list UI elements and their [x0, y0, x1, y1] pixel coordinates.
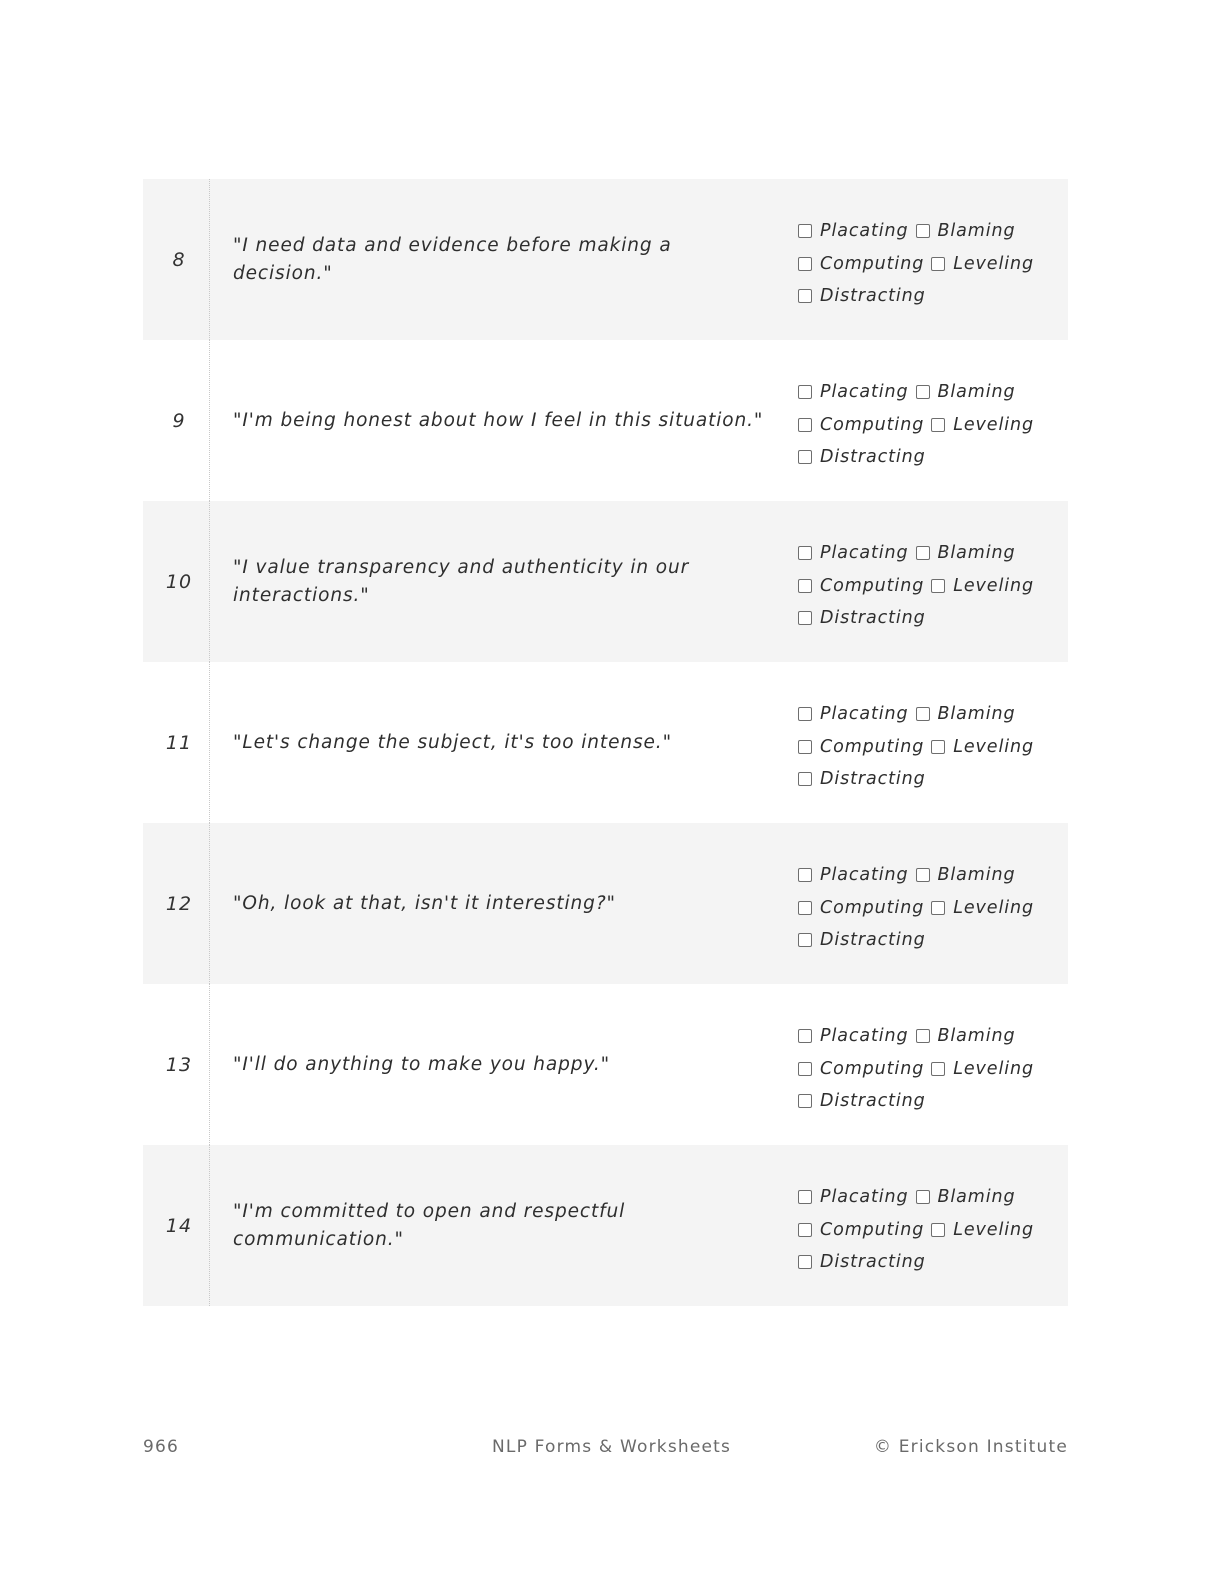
option-label: Placating — [820, 704, 909, 725]
checkbox-icon[interactable] — [931, 1062, 945, 1076]
checkbox-icon[interactable] — [798, 224, 812, 238]
option-label: Leveling — [953, 897, 1034, 918]
option-label: Blaming — [937, 1026, 1016, 1047]
option-label: Placating — [820, 382, 909, 403]
option-label: Blaming — [937, 543, 1016, 564]
table-row — [143, 662, 1068, 823]
option-label: Leveling — [953, 253, 1034, 274]
row-number: 14 — [165, 1214, 193, 1237]
statement-line: "I need data and evidence before making a — [233, 234, 672, 256]
table-row — [143, 823, 1068, 984]
column-divider — [209, 984, 210, 1145]
checkbox-icon[interactable] — [798, 385, 812, 399]
style-options — [798, 376, 1041, 474]
option-label: Distracting — [820, 286, 926, 307]
option-blaming[interactable] — [916, 543, 1016, 563]
option-distracting[interactable] — [798, 286, 926, 306]
option-label: Leveling — [953, 1219, 1034, 1240]
checkbox-icon[interactable] — [931, 257, 945, 271]
checkbox-icon[interactable] — [798, 257, 812, 271]
statement-line: "I'll do anything to make you happy." — [233, 1053, 611, 1075]
option-distracting[interactable] — [798, 1091, 926, 1111]
checkbox-icon[interactable] — [798, 1255, 812, 1269]
checkbox-icon[interactable] — [798, 579, 812, 593]
row-number: 9 — [172, 409, 186, 432]
statement — [233, 890, 773, 918]
option-label: Computing — [820, 1058, 925, 1079]
row-number: 13 — [165, 1053, 193, 1076]
worksheet-table — [143, 179, 1068, 1306]
checkbox-icon[interactable] — [798, 901, 812, 915]
option-label: Blaming — [937, 865, 1016, 886]
option-placating[interactable] — [798, 382, 909, 402]
option-leveling[interactable] — [931, 1059, 1034, 1079]
option-label: Leveling — [953, 1058, 1034, 1079]
option-computing[interactable] — [798, 1059, 924, 1079]
checkbox-icon[interactable] — [798, 611, 812, 625]
column-divider — [209, 1145, 210, 1306]
option-computing[interactable] — [798, 737, 924, 757]
option-leveling[interactable] — [931, 254, 1034, 274]
option-leveling[interactable] — [931, 737, 1034, 757]
checkbox-icon[interactable] — [798, 1094, 812, 1108]
footer-title: NLP Forms & Worksheets — [492, 1437, 732, 1457]
statement — [233, 1051, 773, 1079]
table-row — [143, 984, 1068, 1145]
option-label: Distracting — [820, 447, 926, 468]
option-blaming[interactable] — [916, 221, 1016, 241]
checkbox-icon[interactable] — [798, 450, 812, 464]
option-blaming[interactable] — [916, 704, 1016, 724]
table-row — [143, 1145, 1068, 1306]
option-label: Placating — [820, 865, 909, 886]
checkbox-icon[interactable] — [916, 224, 930, 238]
style-options — [798, 1181, 1041, 1279]
option-leveling[interactable] — [931, 415, 1034, 435]
page-number: 966 — [143, 1437, 180, 1457]
statement-line: interactions." — [233, 584, 370, 606]
option-computing[interactable] — [798, 254, 924, 274]
checkbox-icon[interactable] — [798, 1223, 812, 1237]
row-number: 8 — [172, 248, 186, 271]
checkbox-icon[interactable] — [798, 1029, 812, 1043]
checkbox-icon[interactable] — [798, 1062, 812, 1076]
table-row — [143, 179, 1068, 340]
option-distracting[interactable] — [798, 769, 926, 789]
checkbox-icon[interactable] — [931, 579, 945, 593]
checkbox-icon[interactable] — [916, 385, 930, 399]
option-computing[interactable] — [798, 415, 924, 435]
option-label: Computing — [820, 736, 925, 757]
option-label: Distracting — [820, 1091, 926, 1112]
option-label: Distracting — [820, 930, 926, 951]
option-leveling[interactable] — [931, 898, 1034, 918]
statement-line: "I value transparency and authenticity in our — [233, 556, 690, 578]
option-label: Leveling — [953, 575, 1034, 596]
option-distracting[interactable] — [798, 608, 926, 628]
checkbox-icon[interactable] — [798, 740, 812, 754]
checkbox-icon[interactable] — [798, 772, 812, 786]
option-computing[interactable] — [798, 576, 924, 596]
option-label: Blaming — [937, 704, 1016, 725]
style-options — [798, 1020, 1041, 1118]
checkbox-icon[interactable] — [931, 740, 945, 754]
option-computing[interactable] — [798, 898, 924, 918]
option-placating[interactable] — [798, 1026, 909, 1046]
statement — [233, 729, 773, 757]
option-label: Placating — [820, 543, 909, 564]
option-label: Computing — [820, 897, 925, 918]
checkbox-icon[interactable] — [798, 546, 812, 560]
checkbox-icon[interactable] — [798, 1190, 812, 1204]
option-label: Blaming — [937, 221, 1016, 242]
statement-line: decision." — [233, 262, 333, 284]
option-label: Leveling — [953, 414, 1034, 435]
checkbox-icon[interactable] — [798, 289, 812, 303]
option-computing[interactable] — [798, 1220, 924, 1240]
footer-copyright: © Erickson Institute — [873, 1437, 1068, 1457]
option-leveling[interactable] — [931, 576, 1034, 596]
style-options — [798, 215, 1041, 313]
checkbox-icon[interactable] — [798, 868, 812, 882]
option-label: Distracting — [820, 1252, 926, 1273]
statement — [233, 1198, 773, 1254]
option-distracting[interactable] — [798, 447, 926, 467]
checkbox-icon[interactable] — [916, 707, 930, 721]
checkbox-icon[interactable] — [931, 901, 945, 915]
statement — [233, 407, 773, 435]
option-label: Computing — [820, 414, 925, 435]
option-leveling[interactable] — [931, 1220, 1034, 1240]
column-divider — [209, 340, 210, 501]
option-label: Placating — [820, 221, 909, 242]
checkbox-icon[interactable] — [798, 707, 812, 721]
column-divider — [209, 823, 210, 984]
row-number: 11 — [165, 731, 193, 754]
table-row — [143, 501, 1068, 662]
checkbox-icon[interactable] — [916, 546, 930, 560]
style-options — [798, 859, 1041, 957]
column-divider — [209, 501, 210, 662]
option-label: Distracting — [820, 769, 926, 790]
option-label: Computing — [820, 1219, 925, 1240]
option-label: Leveling — [953, 736, 1034, 757]
option-placating[interactable] — [798, 221, 909, 241]
checkbox-icon[interactable] — [798, 418, 812, 432]
option-label: Computing — [820, 253, 925, 274]
option-label: Computing — [820, 575, 925, 596]
statement-line: communication." — [233, 1228, 404, 1250]
statement — [233, 232, 773, 288]
option-placating[interactable] — [798, 543, 909, 563]
checkbox-icon[interactable] — [931, 1223, 945, 1237]
statement-line: "Oh, look at that, isn't it interesting?" — [233, 892, 616, 914]
option-distracting[interactable] — [798, 930, 926, 950]
column-divider — [209, 179, 210, 340]
statement-line: "Let's change the subject, it's too intense." — [233, 731, 672, 753]
option-label: Blaming — [937, 382, 1016, 403]
option-distracting[interactable] — [798, 1252, 926, 1272]
option-blaming[interactable] — [916, 1026, 1016, 1046]
table-row — [143, 340, 1068, 501]
option-label: Placating — [820, 1187, 909, 1208]
option-label: Blaming — [937, 1187, 1016, 1208]
option-label: Placating — [820, 1026, 909, 1047]
column-divider — [209, 662, 210, 823]
option-placating[interactable] — [798, 865, 909, 885]
style-options — [798, 698, 1041, 796]
checkbox-icon[interactable] — [798, 933, 812, 947]
statement-line: "I'm committed to open and respectful — [233, 1200, 626, 1222]
statement — [233, 554, 773, 610]
checkbox-icon[interactable] — [916, 1190, 930, 1204]
row-number: 10 — [165, 570, 193, 593]
option-blaming[interactable] — [916, 865, 1016, 885]
checkbox-icon[interactable] — [916, 868, 930, 882]
option-placating[interactable] — [798, 704, 909, 724]
option-placating[interactable] — [798, 1187, 909, 1207]
statement-line: "I'm being honest about how I feel in this situation." — [233, 409, 764, 431]
option-blaming[interactable] — [916, 1187, 1016, 1207]
option-blaming[interactable] — [916, 382, 1016, 402]
row-number: 12 — [165, 892, 193, 915]
checkbox-icon[interactable] — [916, 1029, 930, 1043]
style-options — [798, 537, 1041, 635]
option-label: Distracting — [820, 608, 926, 629]
checkbox-icon[interactable] — [931, 418, 945, 432]
